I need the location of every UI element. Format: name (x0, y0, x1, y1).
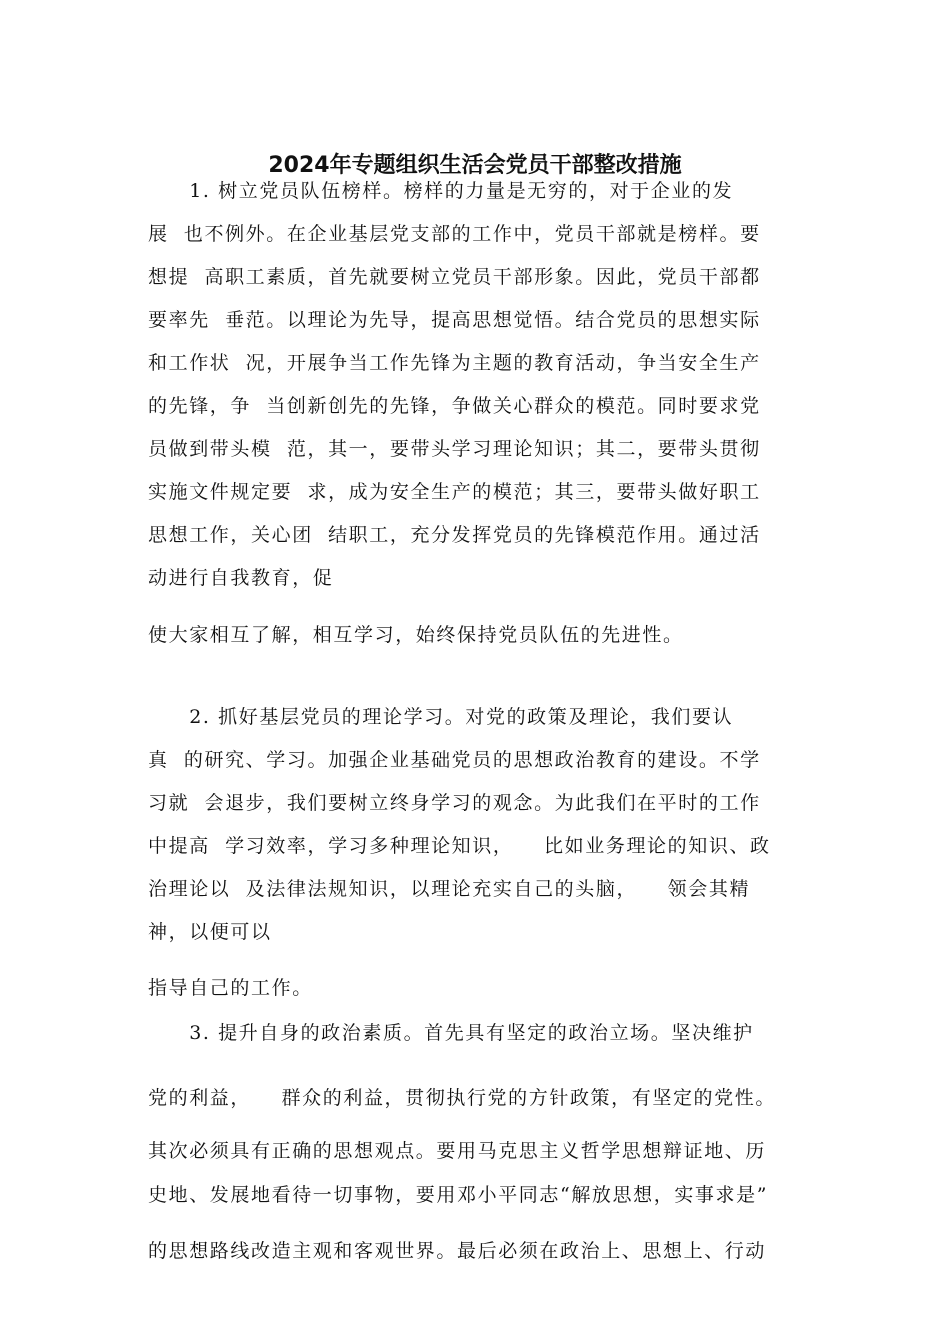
paragraph-2-line-5: 治理论以 及法律法规知识，以理论充实自己的头脑， 领会其精 (148, 878, 751, 900)
paragraph-1-line-5: 和工作状 况，开展争当工作先锋为主题的教育活动，争当安全生产 (148, 352, 761, 374)
paragraph-1-line-9: 思想工作，关心团 结职工，充分发挥党员的先锋模范作用。通过活 (148, 524, 761, 546)
document-title: 2024年专题组织生活会党员干部整改措施 (268, 153, 682, 178)
paragraph-1-line-3: 想提 高职工素质，首先就要树立党员干部形象。因此，党员干部都 (148, 266, 761, 288)
paragraph-1-line-7: 员做到带头模 范，其一，要带头学习理论知识；其二，要带头贯彻 (148, 438, 761, 460)
paragraph-3-line-3: 其次必须具有正确的思想观点。要用马克思主义哲学思想辩证地、历 (148, 1140, 767, 1162)
paragraph-2-line-1: 2. 抓好基层党员的理论学习。对党的政策及理论，我们要认 (148, 706, 734, 728)
paragraph-1-line-2: 展 也不例外。在企业基层党支部的工作中，党员干部就是榜样。要 (148, 223, 761, 245)
paragraph-1-line-1: 1. 树立党员队伍榜样。榜样的力量是无穷的，对于企业的发 (148, 180, 734, 202)
paragraph-2-line-3: 习就 会退步，我们要树立终身学习的观念。为此我们在平时的工作 (148, 792, 761, 814)
paragraph-3-line-1: 3. 提升自身的政治素质。首先具有坚定的政治立场。坚决维护 (148, 1022, 754, 1044)
paragraph-3-line-5: 的思想路线改造主观和客观世界。最后必须在政治上、思想上、行动 (148, 1240, 767, 1262)
paragraph-2-line-4: 中提高 学习效率，学习多种理论知识， 比如业务理论的知识、政 (148, 835, 771, 857)
paragraph-1-line-11: 使大家相互了解，相互学习，始终保持党员队伍的先进性。 (148, 624, 684, 646)
paragraph-3-line-4: 史地、发展地看待一切事物，要用邓小平同志“解放思想，实事求是” (148, 1184, 769, 1206)
paragraph-2-line-2: 真 的研究、学习。加强企业基础党员的思想政治教育的建设。不学 (148, 749, 761, 771)
paragraph-2-line-6: 神，以便可以 (148, 921, 272, 943)
paragraph-1-line-4: 要率先 垂范。以理论为先导，提高思想觉悟。结合党员的思想实际 (148, 309, 761, 331)
paragraph-1-line-10: 动进行自我教育，促 (148, 567, 334, 589)
paragraph-1-line-8: 实施文件规定要 求，成为安全生产的模范；其三，要带头做好职工 (148, 481, 761, 503)
paragraph-1-line-6: 的先锋，争 当创新创先的先锋，争做关心群众的模范。同时要求党 (148, 395, 761, 417)
paragraph-2-line-7: 指导自己的工作。 (148, 977, 313, 999)
paragraph-3-line-2: 党的利益， 群众的利益，贯彻执行党的方针政策，有坚定的党性。 (148, 1087, 776, 1109)
